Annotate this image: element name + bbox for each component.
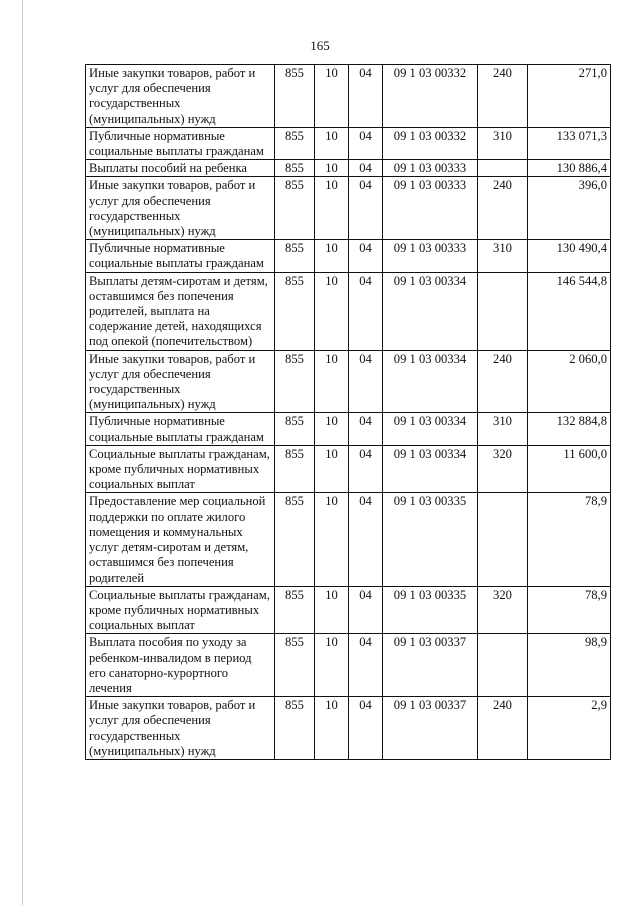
cell-subsection-code: 04 bbox=[349, 240, 383, 272]
cell-subsection-code: 04 bbox=[349, 350, 383, 413]
cell-subsection-code: 04 bbox=[349, 160, 383, 177]
cell-grbs-code: 855 bbox=[275, 586, 315, 634]
cell-target-article-code: 09 1 03 00332 bbox=[383, 65, 478, 128]
cell-grbs-code: 855 bbox=[275, 177, 315, 240]
page-number: 165 bbox=[310, 38, 330, 53]
cell-amount: 271,0 bbox=[528, 65, 611, 128]
cell-target-article-code: 09 1 03 00334 bbox=[383, 350, 478, 413]
cell-amount: 78,9 bbox=[528, 586, 611, 634]
cell-expense-type-code: 310 bbox=[478, 413, 528, 445]
cell-section-code: 10 bbox=[315, 445, 349, 493]
table-row bbox=[86, 493, 611, 586]
cell-expense-type-code: 320 bbox=[478, 586, 528, 634]
table-row bbox=[86, 272, 611, 350]
cell-subsection-code: 04 bbox=[349, 493, 383, 586]
cell-grbs-code: 855 bbox=[275, 127, 315, 159]
budget-table-body bbox=[86, 65, 611, 760]
cell-name: Иные закупки товаров, работ и услуг для обеспечения государственных (муниципальных) нужд bbox=[86, 350, 275, 413]
cell-amount: 2 060,0 bbox=[528, 350, 611, 413]
cell-target-article-code: 09 1 03 00335 bbox=[383, 493, 478, 586]
cell-grbs-code: 855 bbox=[275, 272, 315, 350]
cell-subsection-code: 04 bbox=[349, 634, 383, 697]
table-row bbox=[86, 177, 611, 240]
cell-amount: 396,0 bbox=[528, 177, 611, 240]
cell-subsection-code: 04 bbox=[349, 413, 383, 445]
cell-subsection-code: 04 bbox=[349, 445, 383, 493]
cell-grbs-code: 855 bbox=[275, 65, 315, 128]
cell-subsection-code: 04 bbox=[349, 127, 383, 159]
cell-section-code: 10 bbox=[315, 634, 349, 697]
table-row bbox=[86, 586, 611, 634]
scan-edge-line bbox=[22, 0, 23, 905]
cell-name: Социальные выплаты гражданам, кроме публичных нормативных социальных выплат bbox=[86, 445, 275, 493]
cell-expense-type-code bbox=[478, 160, 528, 177]
cell-name: Социальные выплаты гражданам, кроме публичных нормативных социальных выплат bbox=[86, 586, 275, 634]
cell-name: Публичные нормативные социальные выплаты гражданам bbox=[86, 127, 275, 159]
cell-name: Предоставление мер социальной поддержки по оплате жилого помещения и коммунальных услуг детям-сиротам и детям, оставшимся без попечения родителей bbox=[86, 493, 275, 586]
cell-target-article-code: 09 1 03 00334 bbox=[383, 445, 478, 493]
cell-subsection-code: 04 bbox=[349, 697, 383, 760]
cell-subsection-code: 04 bbox=[349, 65, 383, 128]
cell-section-code: 10 bbox=[315, 493, 349, 586]
cell-amount: 78,9 bbox=[528, 493, 611, 586]
cell-name: Выплаты детям-сиротам и детям, оставшимся без попечения родителей, выплата на содержание детей, находящихся под опекой (попечительством) bbox=[86, 272, 275, 350]
cell-target-article-code: 09 1 03 00332 bbox=[383, 127, 478, 159]
cell-grbs-code: 855 bbox=[275, 160, 315, 177]
cell-grbs-code: 855 bbox=[275, 697, 315, 760]
cell-subsection-code: 04 bbox=[349, 177, 383, 240]
table-row bbox=[86, 697, 611, 760]
cell-target-article-code: 09 1 03 00334 bbox=[383, 413, 478, 445]
cell-name: Публичные нормативные социальные выплаты гражданам bbox=[86, 240, 275, 272]
cell-amount: 130 490,4 bbox=[528, 240, 611, 272]
cell-amount: 132 884,8 bbox=[528, 413, 611, 445]
cell-grbs-code: 855 bbox=[275, 634, 315, 697]
cell-subsection-code: 04 bbox=[349, 586, 383, 634]
cell-name: Иные закупки товаров, работ и услуг для обеспечения государственных (муниципальных) нужд bbox=[86, 177, 275, 240]
cell-amount: 11 600,0 bbox=[528, 445, 611, 493]
cell-grbs-code: 855 bbox=[275, 413, 315, 445]
table-row bbox=[86, 240, 611, 272]
cell-section-code: 10 bbox=[315, 272, 349, 350]
cell-expense-type-code bbox=[478, 634, 528, 697]
cell-target-article-code: 09 1 03 00335 bbox=[383, 586, 478, 634]
cell-section-code: 10 bbox=[315, 586, 349, 634]
table-row bbox=[86, 65, 611, 128]
cell-expense-type-code bbox=[478, 493, 528, 586]
cell-section-code: 10 bbox=[315, 160, 349, 177]
table-row bbox=[86, 413, 611, 445]
cell-name: Выплата пособия по уходу за ребенком-инвалидом в период его санаторно-курортного лечения bbox=[86, 634, 275, 697]
cell-grbs-code: 855 bbox=[275, 350, 315, 413]
cell-target-article-code: 09 1 03 00333 bbox=[383, 240, 478, 272]
cell-section-code: 10 bbox=[315, 65, 349, 128]
cell-amount: 2,9 bbox=[528, 697, 611, 760]
cell-target-article-code: 09 1 03 00337 bbox=[383, 697, 478, 760]
cell-section-code: 10 bbox=[315, 350, 349, 413]
cell-grbs-code: 855 bbox=[275, 240, 315, 272]
cell-name: Публичные нормативные социальные выплаты гражданам bbox=[86, 413, 275, 445]
cell-target-article-code: 09 1 03 00333 bbox=[383, 160, 478, 177]
cell-amount: 146 544,8 bbox=[528, 272, 611, 350]
cell-amount: 133 071,3 bbox=[528, 127, 611, 159]
cell-amount: 98,9 bbox=[528, 634, 611, 697]
table-row bbox=[86, 634, 611, 697]
cell-section-code: 10 bbox=[315, 413, 349, 445]
cell-target-article-code: 09 1 03 00334 bbox=[383, 272, 478, 350]
table-row bbox=[86, 445, 611, 493]
cell-section-code: 10 bbox=[315, 240, 349, 272]
cell-section-code: 10 bbox=[315, 697, 349, 760]
cell-name: Иные закупки товаров, работ и услуг для обеспечения государственных (муниципальных) нужд bbox=[86, 65, 275, 128]
cell-grbs-code: 855 bbox=[275, 445, 315, 493]
cell-target-article-code: 09 1 03 00337 bbox=[383, 634, 478, 697]
table-row bbox=[86, 350, 611, 413]
cell-expense-type-code: 240 bbox=[478, 65, 528, 128]
cell-expense-type-code: 310 bbox=[478, 127, 528, 159]
cell-section-code: 10 bbox=[315, 127, 349, 159]
cell-grbs-code: 855 bbox=[275, 493, 315, 586]
cell-expense-type-code: 240 bbox=[478, 350, 528, 413]
cell-name: Выплаты пособий на ребенка bbox=[86, 160, 275, 177]
budget-table bbox=[85, 64, 611, 760]
table-row bbox=[86, 160, 611, 177]
cell-expense-type-code: 320 bbox=[478, 445, 528, 493]
cell-name: Иные закупки товаров, работ и услуг для обеспечения государственных (муниципальных) нужд bbox=[86, 697, 275, 760]
cell-amount: 130 886,4 bbox=[528, 160, 611, 177]
cell-target-article-code: 09 1 03 00333 bbox=[383, 177, 478, 240]
table-row bbox=[86, 127, 611, 159]
cell-expense-type-code: 310 bbox=[478, 240, 528, 272]
cell-subsection-code: 04 bbox=[349, 272, 383, 350]
cell-expense-type-code: 240 bbox=[478, 177, 528, 240]
cell-section-code: 10 bbox=[315, 177, 349, 240]
cell-expense-type-code bbox=[478, 272, 528, 350]
cell-expense-type-code: 240 bbox=[478, 697, 528, 760]
